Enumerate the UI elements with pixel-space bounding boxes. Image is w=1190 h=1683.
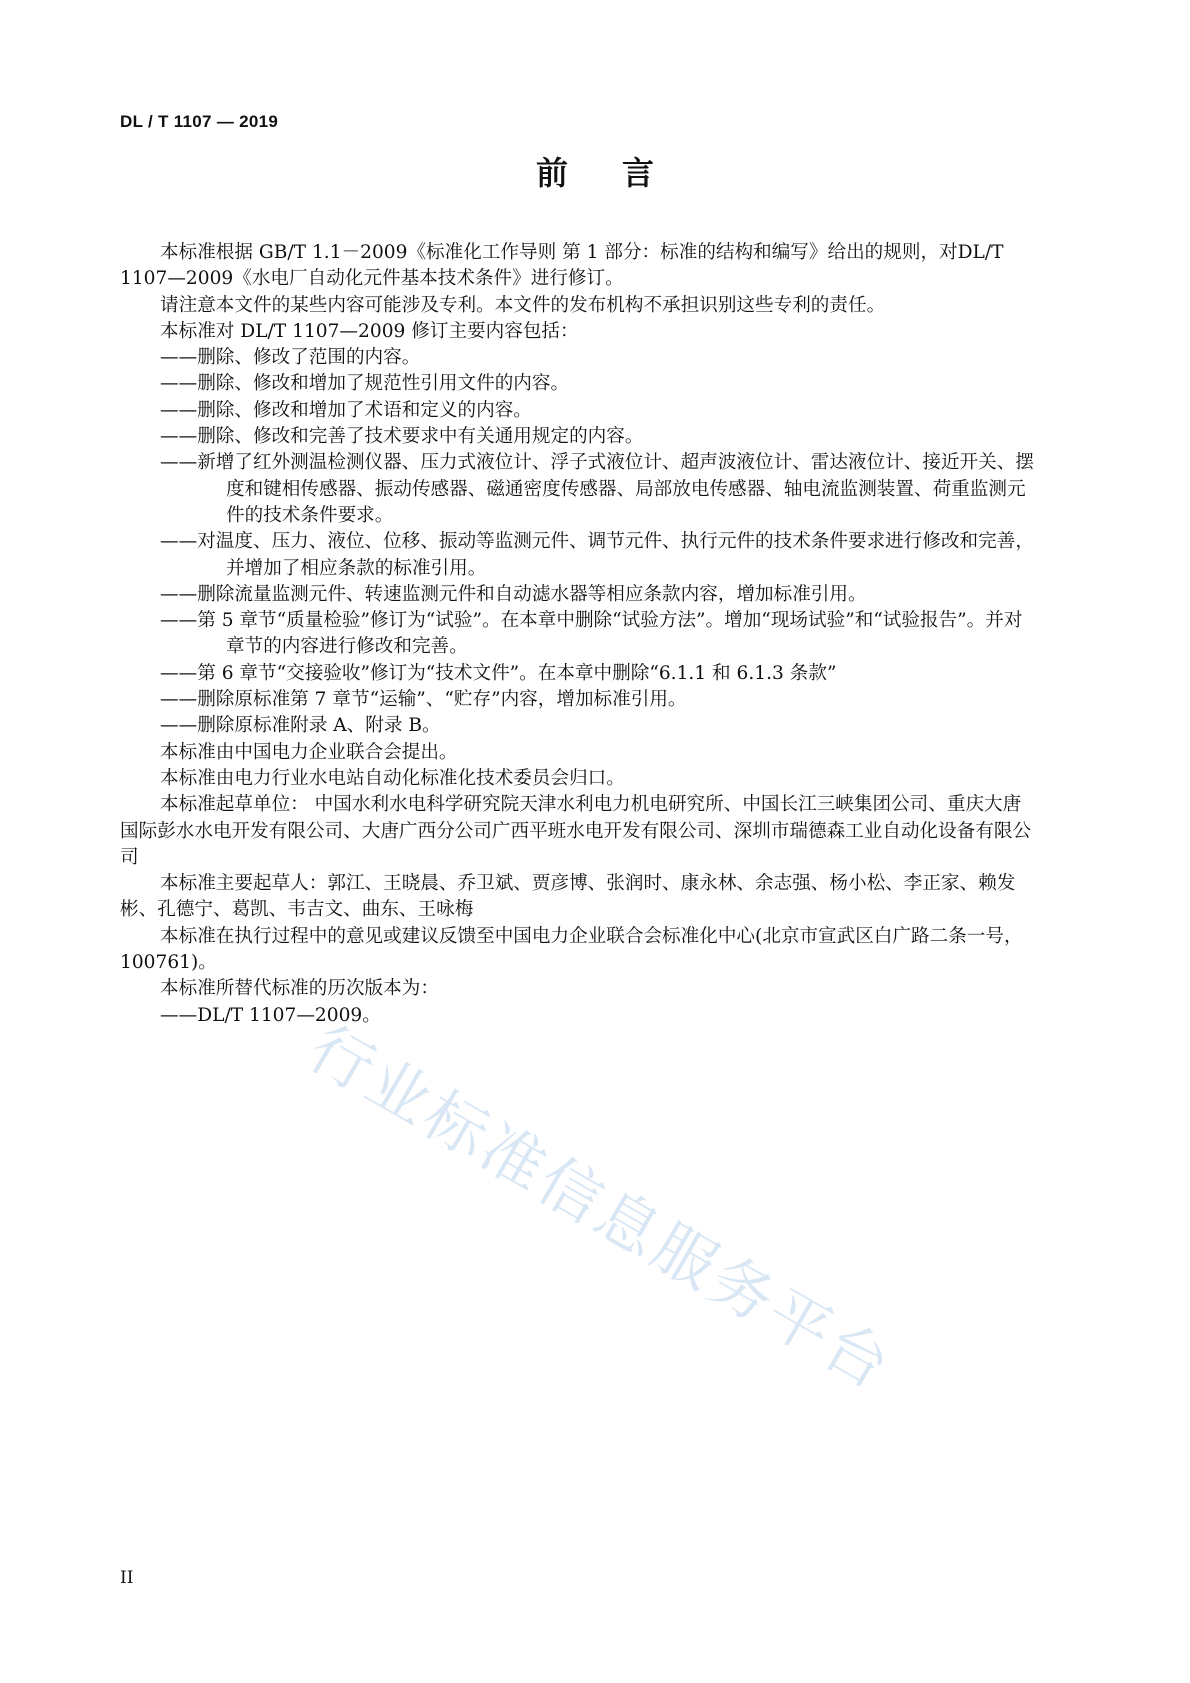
page-number: II (120, 1568, 134, 1588)
revision-item: ——删除、修改了范围的内容。 (160, 347, 421, 369)
paragraph-feedback: 本标准在执行过程中的意见或建议反馈至中国电力企业联合会标准化中心(北京市宣武区白广路二条一号，100761)。 (120, 925, 1023, 974)
paragraph-drafters: 本标准主要起草人：郭江、王晓晨、乔卫斌、贾彦博、张润时、康永林、余志强、杨小松、李正家、赖发彬、孔德宁、葛凯、韦吉文、曲东、王咏梅 (120, 873, 1016, 921)
page-title: 前言 (535, 154, 708, 192)
revision-item: ——删除、修改和完善了技术要求中有关通用规定的内容。 (160, 426, 644, 448)
standard-code-header: DL / T 1107 — 2019 (120, 112, 279, 131)
paragraph-drafting-units: 本标准起草单位： 中国水利水电科学研究院天津水利电力机电研究所、中国长江三峡集团公司、重庆大唐国际彭水水电开发有限公司、大唐广西分公司广西平班水电开发有限公司、深圳市瑞德森工业自动化设备有限公司 (120, 794, 1032, 868)
paragraph-proposer: 本标准由中国电力企业联合会提出。 (160, 741, 458, 763)
foreword-body (120, 240, 1038, 1029)
paragraph-basis: 本标准根据 GB/T 1.1－2009《标准化工作导则 第 1 部分：标准的结构和编写》给出的规则，对DL/T 1107—2009《水电厂自动化元件基本技术条件》进行修订。 (120, 242, 1004, 290)
revision-item: ——第 5 章节“质量检验”修订为“试验”。在本章中删除“试验方法”。增加“现场试验”和“试验报告”。并对章节的内容进行修改和完善。 (160, 610, 1023, 658)
history-item: ——DL/T 1107—2009。 (160, 1004, 381, 1026)
revision-item: ——删除原标准附录 A、附录 B。 (160, 715, 441, 737)
paragraph-committee: 本标准由电力行业水电站自动化标准化技术委员会归口。 (160, 767, 625, 789)
revision-item: ——删除原标准第 7 章节“运输”、“贮存”内容，增加标准引用。 (160, 689, 687, 711)
revision-item: ——删除流量监测元件、转速监测元件和自动滤水器等相应条款内容，增加标准引用。 (160, 583, 867, 605)
paragraph-history-intro: 本标准所替代标准的历次版本为： (160, 978, 439, 1000)
paragraph-patent-notice: 请注意本文件的某些内容可能涉及专利。本文件的发布机构不承担识别这些专利的责任。 (160, 294, 886, 316)
paragraph-revision-intro: 本标准对 DL/T 1107—2009 修订主要内容包括： (160, 320, 579, 342)
revision-item: ——新增了红外测温检测仪器、压力式液位计、浮子式液位计、超声波液位计、雷达液位计、接近开关、摆度和键相传感器、振动传感器、磁通密度传感器、局部放电传感器、轴电流监测装置、荷重监测元件的技术条件要求。 (160, 452, 1034, 526)
revision-item: ——第 6 章节“交接验收”修订为“技术文件”。在本章中删除“6.1.1 和 6.1.3 条款” (160, 662, 837, 684)
revision-item: ——删除、修改和增加了规范性引用文件的内容。 (160, 373, 570, 395)
revision-item: ——删除、修改和增加了术语和定义的内容。 (160, 399, 532, 421)
watermark: 行业标准信息服务平台 (297, 1011, 906, 1405)
revision-item: ——对温度、压力、液位、位移、振动等监测元件、调节元件、执行元件的技术条件要求进行修改和完善，并增加了相应条款的标准引用。 (160, 531, 1034, 579)
